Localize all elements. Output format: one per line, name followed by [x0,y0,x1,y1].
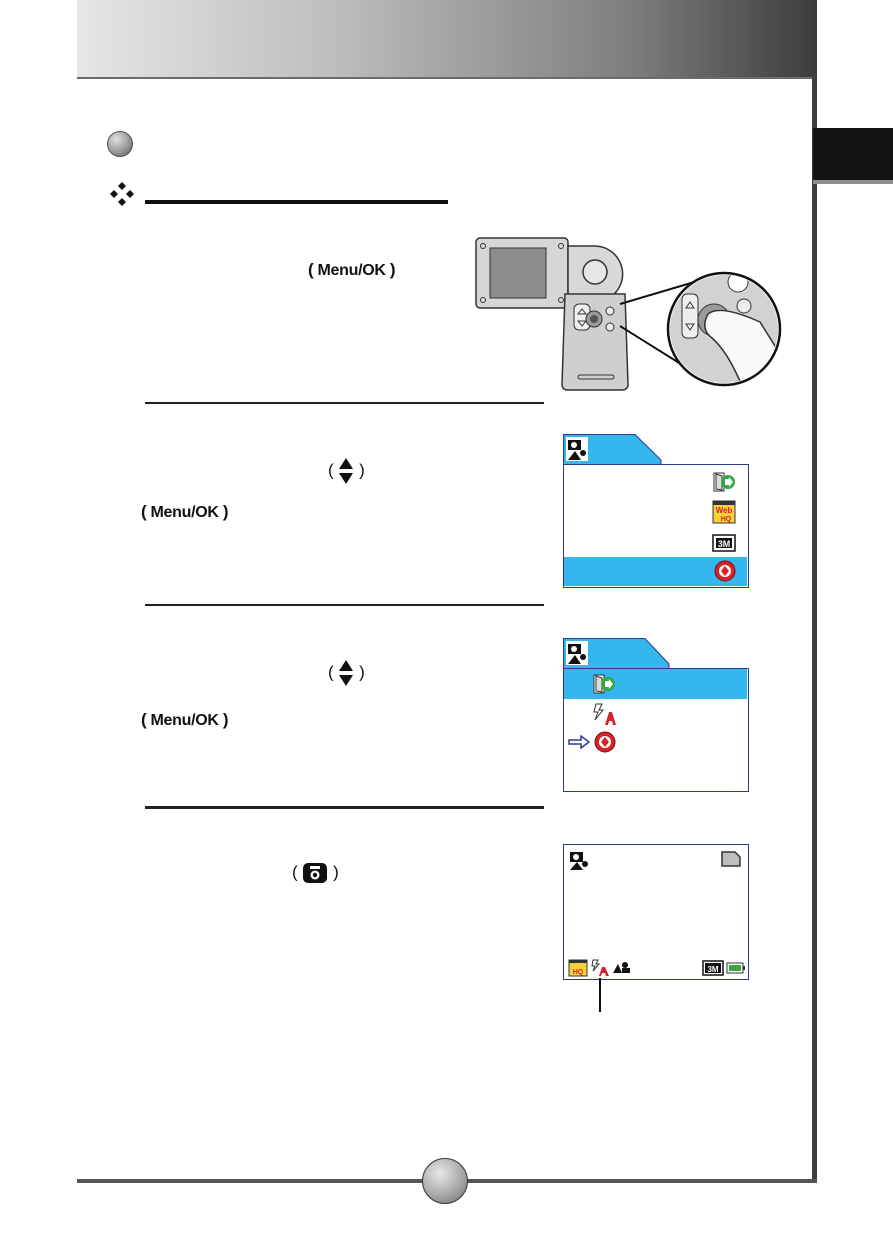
web-quality-icon [712,500,736,524]
subsection-underline [145,200,448,204]
close-paren: ) [359,460,365,480]
menu-ok-reference-2 [141,502,228,522]
step-divider-1 [145,402,544,404]
lcd-screen-settings-menu [563,434,749,588]
page-number-badge [422,1158,468,1204]
resolution-3m-icon [702,959,724,977]
web-quality-icon [568,959,588,977]
svg-text:HQ: HQ [572,969,584,976]
callout-pointer-line [599,978,601,1012]
header-bar [77,0,813,77]
battery-icon [726,962,746,974]
lcd-screen-red-eye-submenu [563,638,749,792]
memory-card-icon [720,850,742,868]
submenu-panel [563,668,749,792]
exit-door-icon [712,471,736,493]
camera-icon [302,862,328,884]
close-paren: ) [222,710,229,729]
open-paren: ( [308,260,314,279]
open-paren: ( [141,502,147,521]
open-paren: ( [141,710,147,729]
svg-text:HQ: HQ [720,516,732,523]
svg-text:3M: 3M [717,539,731,549]
shutter-reference [292,862,339,884]
exit-door-icon [592,673,616,695]
lcd-screen-live-view [563,844,749,980]
red-eye-icon [714,560,736,582]
selection-arrow-icon [568,735,590,749]
close-paren: ) [389,260,396,279]
up-down-arrow-icon [338,457,354,485]
flash-auto-icon[interactable] [592,703,618,727]
scene-landscape-icon [612,959,632,975]
close-paren: ) [359,662,365,682]
section-bullet-icon [107,131,133,157]
menu-row-highlighted[interactable] [564,557,747,586]
resolution-3m-icon [712,533,736,553]
submenu-row-exit[interactable] [564,669,747,699]
four-diamond-icon [107,179,137,209]
close-paren: ) [333,862,339,882]
menu-ok-label: Menu/OK [150,712,219,729]
menu-ok-label: Menu/OK [317,262,386,279]
flash-auto-icon [590,959,610,977]
open-paren: ( [328,662,334,682]
up-down-arrow-icon [338,659,354,687]
header-divider [77,77,817,79]
up-down-reference-1 [328,457,365,485]
menu-ok-reference-1 [308,260,395,280]
step-divider-2 [145,604,544,606]
menu-ok-label: Menu/OK [150,504,219,521]
svg-text:3M: 3M [707,965,719,974]
camera-mode-icon [568,849,590,871]
red-eye-icon[interactable] [594,731,616,753]
menu-ok-reference-3 [141,710,228,730]
chapter-tab-shadow [813,180,893,184]
up-down-reference-2 [328,659,365,687]
chapter-tab [813,128,893,180]
menu-tab [563,434,663,466]
svg-text:Web: Web [715,506,733,515]
close-paren: ) [222,502,229,521]
step-divider-3 [145,806,544,809]
open-paren: ( [328,460,334,480]
camera-illustration [470,234,788,394]
open-paren: ( [292,862,298,882]
menu-panel [563,464,749,588]
submenu-tab [563,638,671,670]
